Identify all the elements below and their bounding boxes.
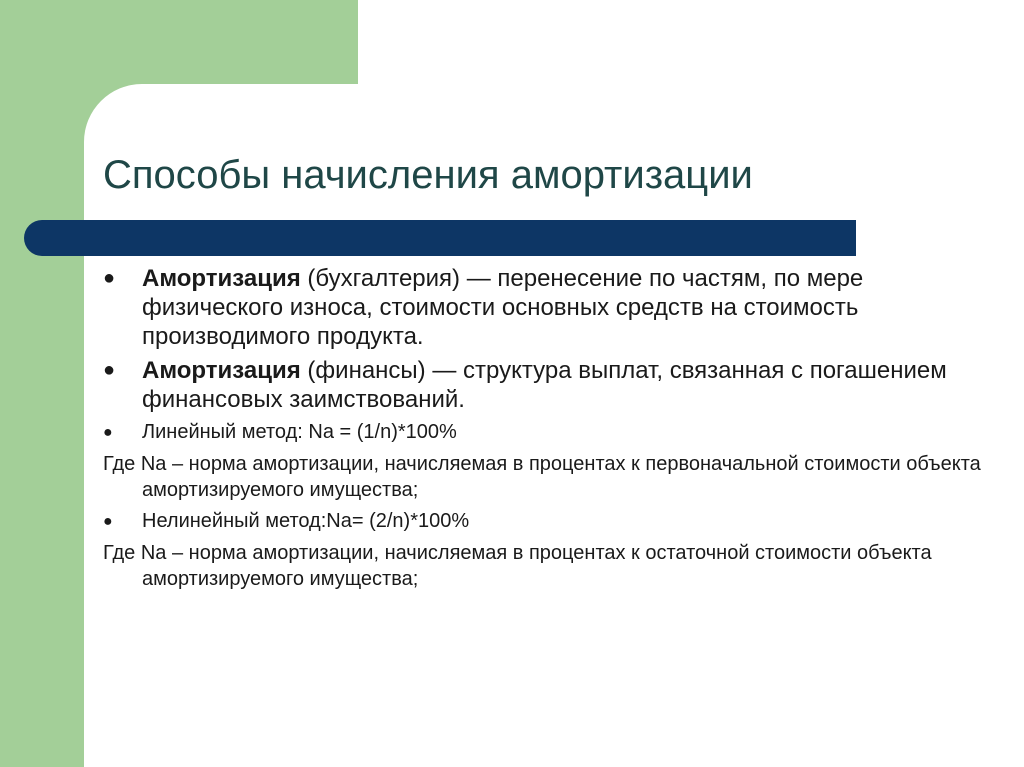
slide-body [103, 264, 983, 597]
bullet-dot-icon: ● [103, 424, 113, 441]
bullet-linear-method [103, 419, 983, 446]
bullet-term: Амортизация [142, 357, 301, 384]
title-underline-bar [24, 220, 856, 256]
linear-method-note: Где Na – норма амортизации, начисляемая в процентах к первоначальной стоимости объекта амортизируемого имущества; [103, 453, 981, 501]
bullet-dot-icon: ● [103, 267, 116, 289]
bullet-amortization-accounting [103, 264, 983, 351]
bullet-text: (бухгалтерия) — перенесение по частям, по мере физического износа, стоимости основных средств на стоимость производимого продукта. [142, 265, 864, 350]
linear-method-text: Линейный метод: Na = (1/n)*100% [142, 421, 457, 443]
slide-title: Способы начисления амортизации [103, 153, 753, 197]
bullet-dot-icon: ● [103, 359, 116, 381]
nonlinear-method-note: Где Na – норма амортизации, начисляемая в процентах к остаточной стоимости объекта амортизируемого имущества; [103, 542, 932, 590]
bullet-term: Амортизация [142, 265, 301, 292]
bullet-dot-icon: ● [103, 513, 113, 530]
bullet-text: (финансы) — структура выплат, связанная с погашением финансовых заимствований. [142, 357, 947, 413]
nonlinear-method-text: Нелинейный метод:Na= (2/n)*100% [142, 510, 470, 532]
bullet-amortization-finance [103, 356, 983, 414]
bullet-nonlinear-method [103, 508, 983, 535]
